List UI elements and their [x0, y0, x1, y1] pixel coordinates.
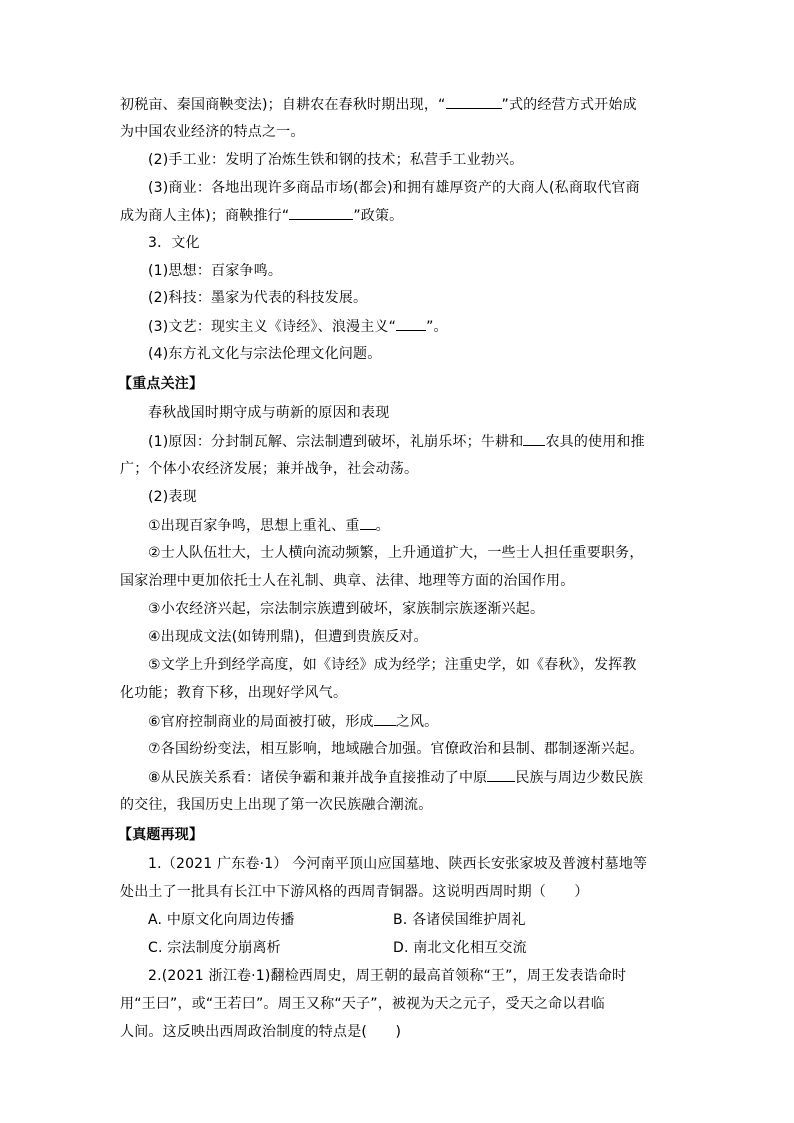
option-c: C. 宗法制度分崩离析 [148, 940, 281, 956]
text-line: (3)商业：各地出现许多商品市场(都会)和拥有雄厚资产的大商人(私商取代官商 [148, 180, 640, 196]
option-a: A. 中原文化向周边传播 [148, 912, 295, 928]
text-line: 化功能；教育下移，出现好学风气。 [120, 685, 348, 701]
question-stem: 2.(2021 浙江卷·1)翻检西周史，周王朝的最高首领称“王”，周王发表诰命时 [148, 968, 627, 984]
section-heading: 【重点关注】 [118, 376, 204, 392]
section-heading: 【真题再现】 [118, 827, 204, 843]
text-line: 广；个体小农经济发展；兼并战争，社会动荡。 [120, 461, 419, 477]
section-heading: 3．文化 [148, 235, 200, 251]
text-line: 成为商人主体)；商鞅推行“ ”政策。 [120, 205, 403, 226]
text-line: ②士人队伍壮大，士人横向流动频繁，上升通道扩大，一些士人担任重要职务， [148, 545, 644, 561]
text-line: (1)原因：分封制瓦解、宗法制遭到破坏，礼崩乐坏；牛耕和 农具的使用和推 [148, 431, 645, 452]
question-stem: 处出土了一批具有长江中下游风格的西周青铜器。这说明西周时期（ ） [120, 884, 589, 900]
question-stem: 1.（2021 广东卷·1） 今河南平顶山应国墓地、陕西长安张家坡及普渡村墓地等 [148, 856, 648, 872]
text-line: 的交往，我国历史上出现了第一次民族融合潮流。 [120, 797, 433, 813]
text-line: (2)手工业：发明了冶炼生铁和钢的技术；私营手工业勃兴。 [148, 152, 524, 168]
text-line: ⑧从民族关系看：诸侯争霸和兼并战争直接推动了中原 民族与周边少数民族 [148, 767, 643, 788]
text-line: (4)东方礼文化与宗法伦理文化问题。 [148, 346, 382, 362]
question-stem: 人间。这反映出西周政治制度的特点是( ) [120, 1024, 402, 1040]
text-line: ⑥官府控制商业的局面被打破，形成 之风。 [148, 711, 438, 732]
fill-blank [360, 515, 376, 530]
text-line: ⑤文学上升到经学高度，如《诗经》成为经学；注重史学，如《春秋》，发挥教 [148, 657, 637, 673]
text-line: ①出现百家争鸣，思想上重礼、重 。 [148, 515, 390, 536]
fill-blank [396, 316, 426, 331]
option-b: B. 各诸侯国维护周礼 [393, 912, 526, 928]
fill-blank [289, 205, 353, 220]
text-line: ⑦各国纷纷变法，相互影响，地域融合加强。官僚政治和县制、郡制逐渐兴起。 [148, 741, 644, 757]
text-line: 初税亩、秦国商鞅变法)；自耕农在春秋时期出现，“ ”式的经营方式开始成 [120, 94, 637, 115]
text-line: (2)表现 [148, 489, 197, 505]
text-line: (2)科技：墨家为代表的科技发展。 [148, 290, 368, 306]
question-stem: 用“王曰”，或“王若曰”。周王又称“天子”，被视为天之元子，受天之命以君临 [120, 996, 605, 1012]
fill-blank [523, 431, 545, 446]
fill-blank [446, 94, 502, 109]
text-line: 国家治理中更加依托士人在礼制、典章、法律、地理等方面的治国作用。 [120, 573, 575, 589]
text-line: ③小农经济兴起，宗法制宗族遭到破坏，家族制宗族逐渐兴起。 [148, 601, 545, 617]
fill-blank [374, 711, 396, 726]
text-line: 春秋战国时期守成与萌新的原因和表现 [148, 405, 390, 421]
text-line: 为中国农业经济的特点之一。 [120, 124, 305, 140]
text-line: (1)思想：百家争鸣。 [148, 263, 283, 279]
text-line: ④出现成文法(如铸刑鼎)，但遭到贵族反对。 [148, 629, 428, 645]
fill-blank [487, 767, 515, 782]
option-d: D. 南北文化相互交流 [393, 940, 527, 956]
text-line: (3)文艺：现实主义《诗经》、浪漫主义“ ”。 [148, 316, 448, 337]
